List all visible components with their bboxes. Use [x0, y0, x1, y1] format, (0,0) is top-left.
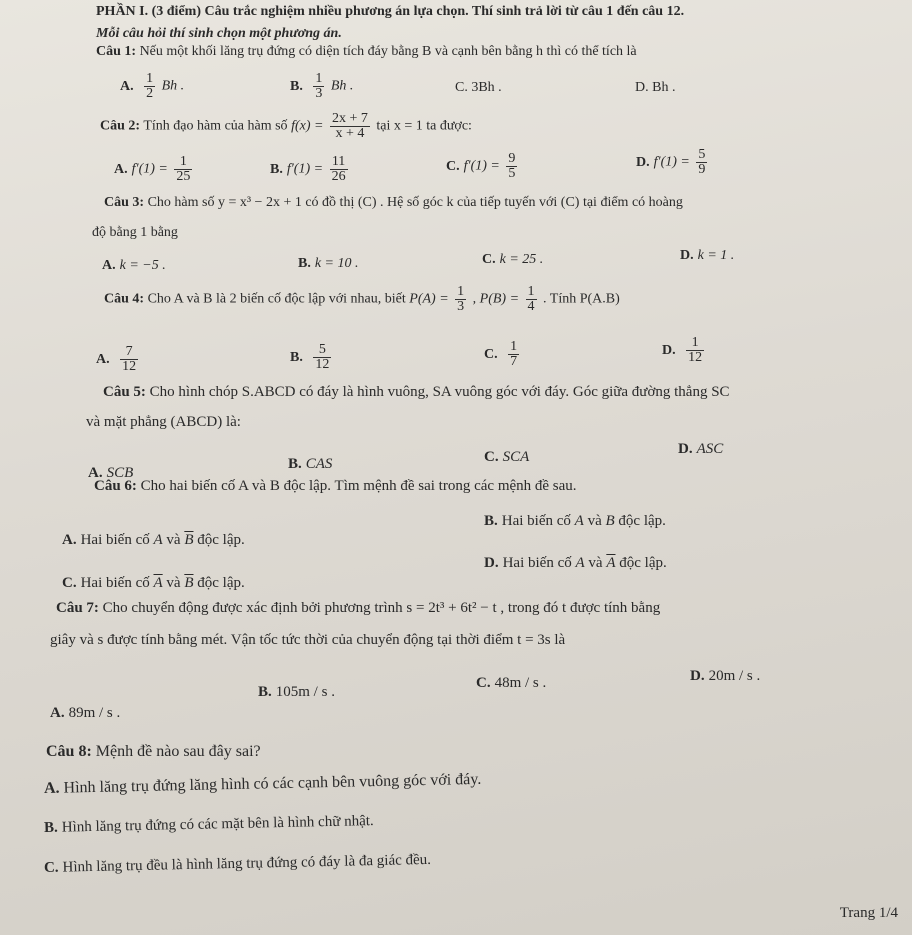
q7-option-a[interactable]: A. 89m / s .	[50, 705, 121, 721]
q8-option-a[interactable]: A. Hình lăng trụ đứng lăng hình có các cạnh bên vuông góc với đáy.	[43, 770, 482, 797]
part-heading: PHẦN I. (3 điểm) Câu trắc nghiệm nhiều phương án lựa chọn. Thí sinh trả lời từ câu 1 đến câu 12.	[96, 4, 685, 19]
q6-option-a[interactable]: A. Hai biến cố A và $\overline{B}$ độc lập.	[62, 532, 245, 548]
q1-label: Câu 1:	[96, 44, 137, 59]
question-5: Câu 5: Cho hình chóp S.ABCD có đáy là hình vuông, SA vuông góc với đáy. Góc giữa đường thẳng SC	[103, 384, 730, 400]
q4-option-b[interactable]: B. $\frac{5}{12}$	[290, 342, 330, 372]
question-7-cont: giây và s được tính bằng mét. Vận tốc tức thời của chuyển động tại thời điểm t = 3s là	[50, 632, 566, 648]
q1-option-b[interactable]: B. $\frac{1}{3}$ Bh .	[290, 71, 354, 101]
q4-option-d[interactable]: D. $\frac{1}{12}$	[662, 335, 703, 365]
q5-option-c[interactable]: C. SCA	[484, 449, 530, 465]
q5-option-b[interactable]: B. CAS	[288, 456, 333, 472]
question-4: Câu 4: Cho A và B là 2 biến cố độc lập với nhau, biết P(A) = $\frac{1}{3}$ , P(B) = $\frac{1}{4}$ . Tính P(A.B)	[104, 284, 620, 314]
q4-option-c[interactable]: C. $\frac{1}{7}$	[484, 339, 518, 369]
question-8: Câu 8: Mệnh đề nào sau đây sai?	[46, 743, 261, 760]
q1-option-d[interactable]: D. Bh .	[635, 80, 676, 95]
q5-option-a[interactable]: A. SCB	[88, 465, 134, 481]
q2-option-b[interactable]: B. f′(1) = $\frac{11}{26}$	[270, 154, 346, 184]
q1-text: Nếu một khối lăng trụ đứng có diện tích đáy bằng B và cạnh bên bằng h thì có thể tích là	[139, 44, 637, 59]
question-6: Câu 6: Cho hai biến cố A và B độc lập. Tìm mệnh đề sai trong các mệnh đề sau.	[94, 478, 577, 494]
q6-option-b[interactable]: B. Hai biến cố A và B độc lập.	[484, 513, 666, 529]
q7-option-c[interactable]: C. 48m / s .	[476, 675, 547, 691]
q6-option-c[interactable]: C. Hai biến cố $\overline{A}$ và $\overline{B}$ độc lập.	[62, 575, 245, 591]
question-2: Câu 2: Tính đạo hàm của hàm số f(x) = $\frac{2x + 7}{x + 4}$ tại x = 1 ta được:	[100, 111, 472, 141]
q3-option-d[interactable]: D. k = 1 .	[680, 248, 735, 263]
q6-option-d[interactable]: D. Hai biến cố A và $\overline{A}$ độc lập.	[484, 555, 667, 571]
q3-option-b[interactable]: B. k = 10 .	[298, 256, 359, 271]
question-3-cont: độ bằng 1 bằng	[92, 225, 178, 240]
q3-option-a[interactable]: A. k = −5 .	[102, 258, 166, 273]
q4-option-a[interactable]: A. $\frac{7}{12}$	[96, 344, 137, 374]
question-5-cont: và mặt phẳng (ABCD) là:	[86, 414, 241, 430]
q8-option-b[interactable]: B. Hình lăng trụ đứng có các mặt bên là hình chữ nhật.	[43, 813, 374, 836]
q2-option-c[interactable]: C. f′(1) = $\frac{9}{5}$	[446, 151, 516, 181]
question-1	[96, 44, 637, 60]
q2-option-a[interactable]: A. f′(1) = $\frac{1}{25}$	[114, 154, 191, 184]
q1-option-c[interactable]: C. 3Bh .	[455, 80, 502, 95]
question-7: Câu 7: Cho chuyển động được xác định bởi phương trình s = 2t³ + 6t² − t , trong đó t được tính bằng	[56, 600, 661, 616]
q5-option-d[interactable]: D. ASC	[678, 441, 724, 457]
q3-option-c[interactable]: C. k = 25 .	[482, 252, 544, 267]
question-3: Câu 3: Cho hàm số y = x³ − 2x + 1 có đồ thị (C) . Hệ số góc k của tiếp tuyến với (C) tại điểm có hoàng	[104, 195, 683, 210]
q7-option-b[interactable]: B. 105m / s .	[258, 684, 335, 700]
q8-option-c[interactable]: C. Hình lăng trụ đều là hình lăng trụ đứng có đáy là đa giác đều.	[43, 851, 432, 876]
page-number: Trang 1/4	[839, 905, 898, 921]
q1-option-a[interactable]: A. $\frac{1}{2}$ Bh .	[120, 71, 185, 101]
q2-option-d[interactable]: D. f′(1) = $\frac{5}{9}$	[636, 147, 706, 177]
instruction: Mỗi câu hỏi thí sinh chọn một phương án.	[96, 26, 342, 41]
q7-option-d[interactable]: D. 20m / s .	[690, 668, 761, 684]
